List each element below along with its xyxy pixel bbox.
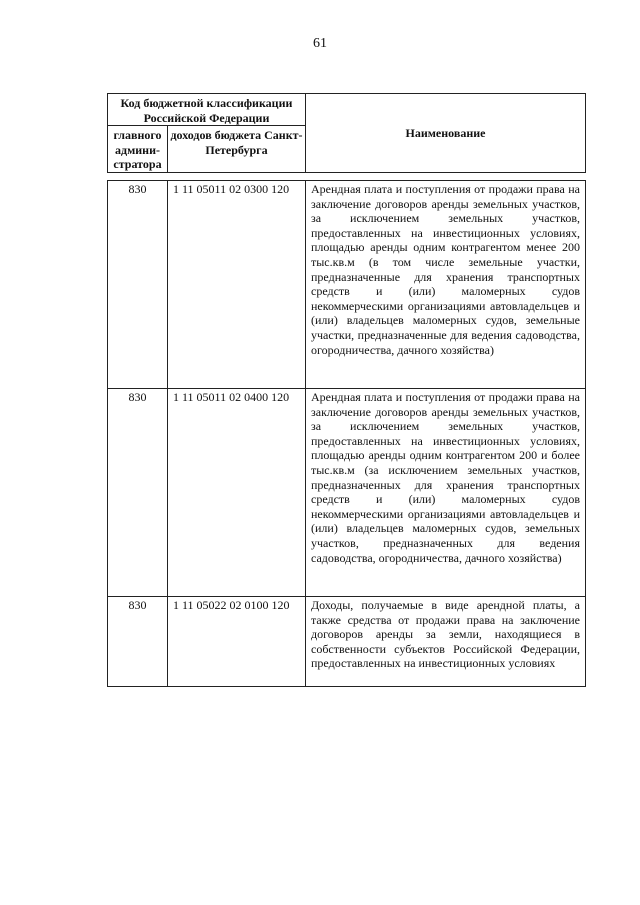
income-code-cell: 1 11 05011 02 0300 120 [168,181,306,389]
header-table [107,93,586,173]
income-codes-table [107,180,586,687]
income-code-cell: 1 11 05022 02 0100 120 [168,597,306,687]
table-row [108,181,586,389]
income-name-cell: Доходы, получаемые в виде арендной платы, а также средства от продажи права на заключение договоров аренды за земли, находящиеся в собственности субъектов Российской Федерации, предоставленных на инвестиционных условиях [306,597,586,687]
income-code-cell: 1 11 05011 02 0400 120 [168,389,306,597]
budget-income-header: доходов бюджета Санкт-Петербурга [168,126,306,173]
income-name-cell: Арендная плата и поступления от продажи права на заключение договоров аренды земельных участков, за исключением земельных участков, предоставленных на инвестиционных условиях, площадью аренды одним контрагентом 200 и более тыс.кв.м (за исключением земельных участков, предназначенных для хранения транспортных средств и (или) маломерных судов некоммерческими организациями автовладельцев и (или) владельцев маломерных судов, земельных участков, предназначенных для ведения садоводства, огородничества, дачного хозяйства) [306,389,586,597]
table-row [108,389,586,597]
admin-code-cell: 830 [108,389,168,597]
chief-administrator-header: главного админи-стратора [108,126,168,173]
budget-classification-code-header: Код бюджетной классификации Российской Федерации [108,94,306,126]
income-name-cell: Арендная плата и поступления от продажи права на заключение договоров аренды земельных участков, за исключением земельных участков, предоставленных на инвестиционных условиях, площадью аренды одним контрагентом менее 200 тыс.кв.м (в том числе земельные участки, предназначенные для хранения транспортных средств и (или) маломерных судов некоммерческими организациями автовладельцев и (или) владельцев маломерных судов, земельные участки, предназначенные для ведения садоводства, огородничества, дачного хозяйства) [306,181,586,389]
name-column-header: Наименование [306,94,586,173]
table-row [108,597,586,687]
admin-code-cell: 830 [108,597,168,687]
page-number: 61 [313,36,327,51]
admin-code-cell: 830 [108,181,168,389]
